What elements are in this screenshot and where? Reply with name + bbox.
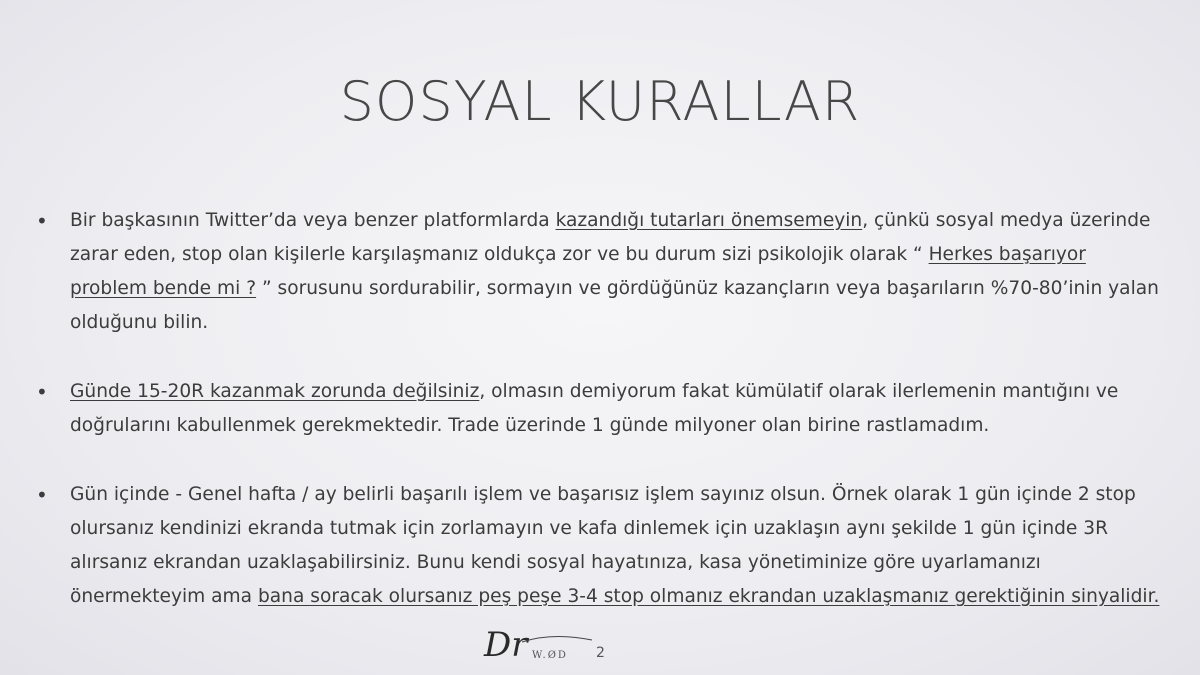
text-segment: , olmasın demiyorum fakat kümülatif olarak ilerlemenin mantığını ve doğrularını kabullenmek gerekmektedir. Trade üzerinde 1 günde milyoner olan birine rastlamadım. — [70, 381, 1119, 436]
bullet-text — [70, 204, 1166, 340]
bullet-list — [36, 204, 1166, 649]
page-number: 2 — [596, 645, 605, 661]
bullet-item-3 — [36, 478, 1166, 614]
bullet-item-1 — [36, 204, 1166, 340]
underlined-text: bana soracak olursanız peş peşe 3-4 stop olmanız ekrandan uzaklaşmanız gerektiğinin sinyalidir. — [257, 586, 1160, 607]
underlined-text: Günde 15-20R kazanmak zorunda değilsiniz — [70, 381, 480, 402]
bullet-text — [70, 478, 1166, 614]
bullet-item-2 — [36, 375, 1166, 443]
text-segment: Bir başkasının Twitter’da veya benzer platformlarda — [70, 210, 556, 231]
bullet-marker: • — [36, 380, 48, 404]
bullet-marker: • — [36, 483, 48, 507]
page-title: SOSYAL KURALLAR — [339, 70, 861, 133]
text-segment: ” sorusunu sordurabilir, sormayın ve gördüğünüz kazançların veya başarıların %70-80’inin yalan olduğunu bilin. — [70, 278, 1159, 333]
underlined-text: Herkes başarıyor problem bende mi ? — [70, 244, 1086, 299]
bullet-marker: • — [36, 209, 48, 233]
underlined-text: kazandığı tutarları önemsemeyin — [555, 210, 863, 231]
text-segment: , çünkü sosyal medya üzerinde zarar eden, stop olan kişilerle karşılaşmanız oldukça zor ve bu durum sizi psikolojik olarak “ — [70, 210, 1151, 265]
signature-sub: W.ØD — [532, 650, 568, 661]
bullet-text — [70, 375, 1166, 443]
signature-main: Dr — [484, 625, 528, 665]
text-segment: Gün içinde - Genel hafta / ay belirli başarılı işlem ve başarısız işlem sayınız olsun. Örnek olarak 1 gün içinde 2 stop olursanız kendinizi ekranda tutmak için zorlamayın ve kafa dinlemek için uzaklaşın aynı şekilde 1 gün içinde 3R alırsanız ekrandan uzaklaşabilirsiniz. Bunu kendi sosyal hayatınıza, kasa yönetiminize göre uyarlamanızı önermekteyim ama — [70, 484, 1136, 607]
signature-logo — [482, 622, 612, 667]
